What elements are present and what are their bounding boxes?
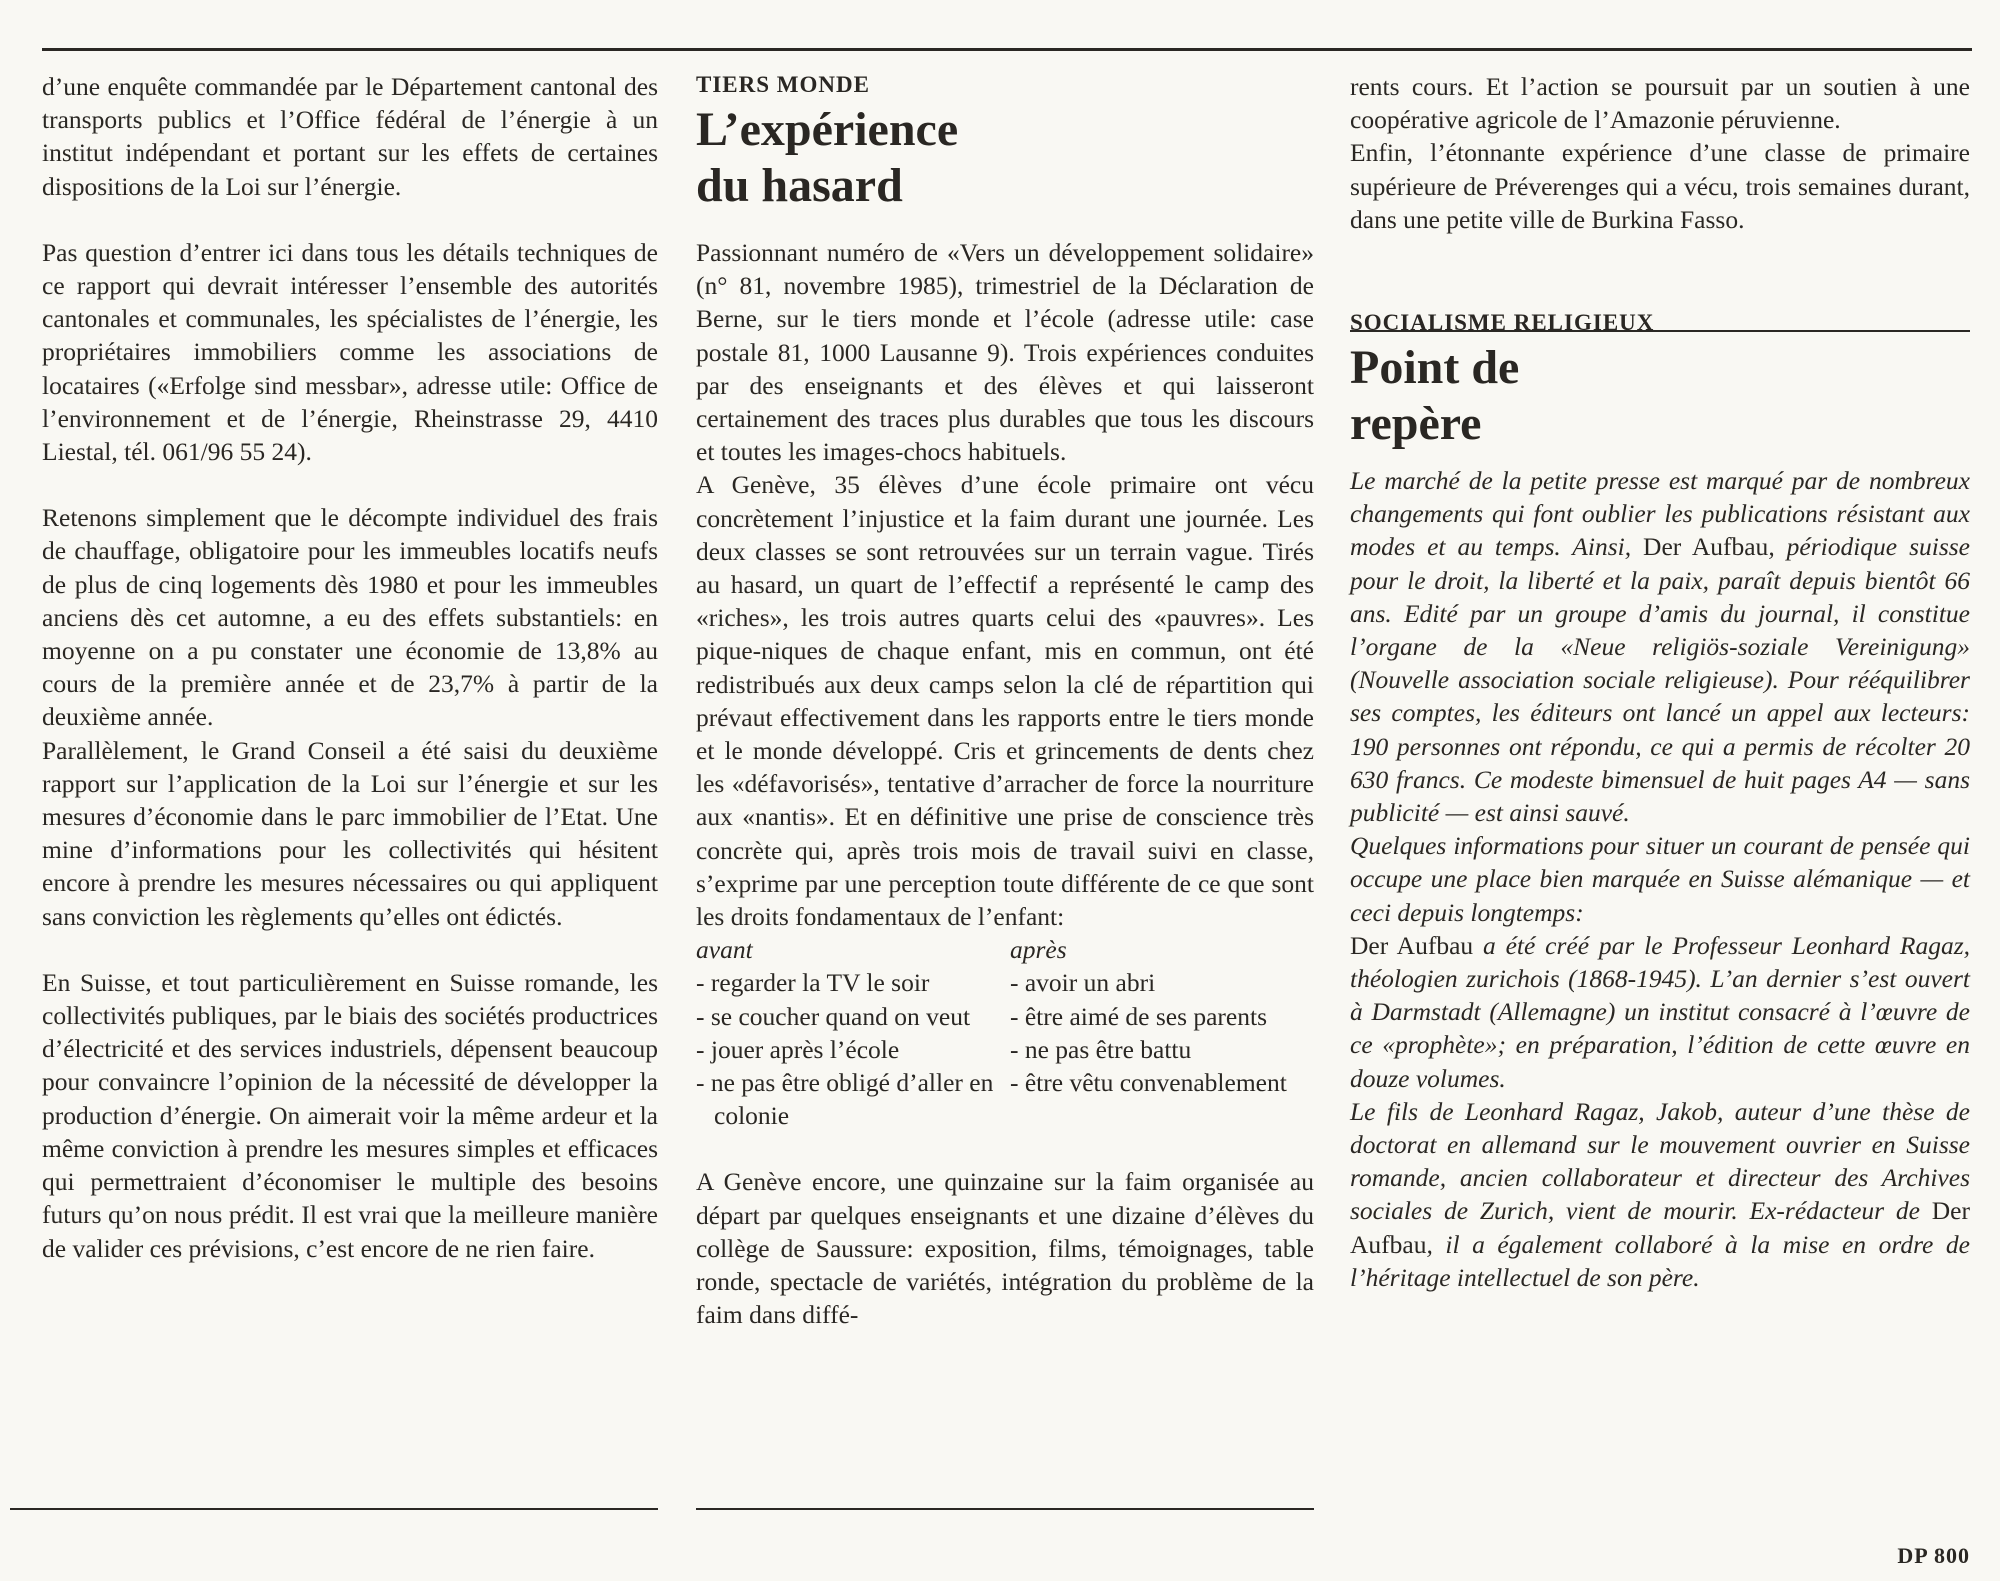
text-run: Le marché de la petite presse est marqué par de nombreux changements qui font oublier les publications résistant aux modes et au temps. Ainsi, <box>1350 466 1970 562</box>
comparison-header: après <box>1010 935 1067 965</box>
paragraph <box>1350 1095 1970 1294</box>
list-item: - être vêtu convenablement <box>1010 1068 1287 1098</box>
paragraph <box>1350 464 1970 829</box>
paragraph: Quelques informations pour situer un courant de pensée qui occupe une place bien marquée en Suisse alémanique — et ceci depuis longtemps: <box>1350 831 1970 927</box>
article-body <box>1350 464 1970 1294</box>
text-run: Le fils de Leonhard Ragaz, Jakob, auteur d’une thèse de doctorat en allemand sur le mouvement ouvrier en Suisse romande, ancien collaborateur et directeur des Archives sociales de Zurich, vient de mourir. Ex-rédacteur de <box>1350 1096 1970 1226</box>
comparison-header: avant <box>696 935 753 965</box>
paragraph: Enfin, l’étonnante expérience d’une classe de primaire supérieure de Préverenges qui a vécu, trois semaines durant, dans une petite ville de Burkina Fasso. <box>1350 138 1970 234</box>
headline-line: repère <box>1350 397 1482 451</box>
headline-line: Point de <box>1350 341 1520 395</box>
paragraph: d’une enquête commandée par le Département cantonal des transports publics et l’Office fédéral de l’énergie à un institut indépendant et portant sur les effets de certaines dispositions de la Loi sur l’énergie. <box>42 72 658 201</box>
headline-line: du hasard <box>696 159 903 212</box>
column-middle <box>696 70 1314 1332</box>
list-item: - être aimé de ses parents <box>1010 1001 1268 1031</box>
list-item: - avoir un abri <box>1010 968 1156 998</box>
publication-title: Der Aufbau <box>1350 930 1474 960</box>
paragraph: Passionnant numéro de «Vers un développement solidaire» (n° 81, novembre 1985), trimestriel de la Déclaration de Berne, sur le tiers monde et l’école (adresse utile: case postale 81, 1000 Lausanne 9). Trois expériences conduites par des enseignants et des élèves et qui laisseront certainement des traces plus durables que tous les discours et toutes les images-chocs habituels. <box>696 238 1314 467</box>
publication-title: Der Aufbau <box>1350 1196 1970 1259</box>
bottom-rule-col2 <box>696 1508 1314 1510</box>
list-item: - ne pas être battu <box>1010 1034 1192 1064</box>
paragraph: A Genève encore, une quinzaine sur la faim organisée au départ par quelques enseignants et une dizaine d’élèves du collège de Saussure: exposition, films, témoignages, table ronde, spectacle de variétés, intégration du problème de la faim dans diffé- <box>696 1167 1314 1330</box>
section-kicker: SOCIALISME RELIGIEUX <box>1350 310 1655 336</box>
top-rule <box>42 48 1972 51</box>
bottom-rule-col1 <box>10 1508 658 1510</box>
list-item: - se coucher quand on veut <box>696 1001 971 1031</box>
page-folio: DP 800 <box>1897 1543 1970 1568</box>
paragraph: En Suisse, et tout particulièrement en Suisse romande, les collectivités publiques, par le biais des sociétés productrices d’électricité et des services industriels, dépensent beaucoup pour convaincre l’opinion de la nécessité de développer la production d’énergie. On aimerait voir la même ardeur et la même conviction à prendre les mesures simples et efficaces qui permettraient d’économiser le multiple des besoins futurs qu’on nous prédit. Il est vrai que la meilleure manière de valider ces prévisions, c’est encore de ne rien faire. <box>42 967 658 1263</box>
rights-comparison <box>696 933 1314 1132</box>
article-headline <box>696 102 1314 214</box>
text-run: , périodique suisse pour le droit, la liberté et la paix, paraît depuis bientôt 66 ans. Edité par un groupe d’amis du journal, il constitue l’organe de la «Neue religiös-soziale Vereinigung» (Nouvelle association sociale religieuse). Pour rééquilibrer ses comptes, les éditeurs ont lancé un appel aux lecteurs: 190 personnes ont répondu, ce qui a permis de récolter 20 630 francs. Ce modeste bimensuel de huit pages A4 — sans publicité — est ainsi sauvé. <box>1350 532 1971 828</box>
column-left <box>42 70 658 1265</box>
article-headline <box>1350 340 1970 452</box>
paragraph <box>1350 929 1970 1095</box>
list-item: - ne pas être obligé d’aller en colonie <box>696 1068 994 1131</box>
paragraph: rents cours. Et l’action se poursuit par un soutien à une coopérative agricole de l’Amazonie péruvienne. <box>1350 72 1970 135</box>
paragraph: Pas question d’entrer ici dans tous les détails techniques de ce rapport qui devrait intéresser l’ensemble des autorités cantonales et communales, les spécialistes de l’énergie, les propriétaires immobiliers comme les associations de locataires («Erfolge sind messbar», adresse utile: Office de l’environnement et de l’énergie, Rheinstrasse 29, 4410 Liestal, tél. 061/96 55 24). <box>42 237 658 467</box>
paragraph: Parallèlement, le Grand Conseil a été saisi du deuxième rapport sur l’application de la Loi sur l’énergie et sur les mesures d’économie dans le parc immobilier de l’Etat. Une mine d’informations pour les collectivités qui hésitent encore à prendre les mesures nécessaires ou qui appliquent sans conviction les règlements qu’elles ont édictés. <box>42 735 658 931</box>
headline-line: L’expérience <box>696 103 959 156</box>
paragraph: A Genève, 35 élèves d’une école primaire ont vécu concrètement l’injustice et la faim durant une journée. Les deux classes se sont retrouvées sur un terrain vague. Tirés au hasard, un quart de l’effectif a représenté le camp des «riches», les trois autres quarts celui des «pauvres». Les pique-niques de chaque enfant, mis en commun, ont été redistribués aux deux camps selon la clé de répartition qui prévaut effectivement dans les rapports entre le tiers monde et le monde développé. Cris et grincements de dents chez les «défavorisés», tentative d’arracher de force la nourriture aux «nantis». Et en définitive une prise de conscience très concrète qui, après trois mois de travail suivi en classe, s’exprime par une perception toute différente de ce que sont les droits fondamentaux de l’enfant: <box>696 470 1314 932</box>
comparison-before <box>696 933 1000 1132</box>
text-run: , il a également collaboré à la mise en ordre de l’héritage intellectuel de son père. <box>1350 1229 1970 1292</box>
text-run: a été créé par le Professeur Leonhard Ragaz, théologien zurichois (1868-1945). L’an dernier s’est ouvert à Darmstadt (Allemagne) un institut consacré à l’œuvre de ce «prophète»; en préparation, l’édition de cette œuvre en douze volumes. <box>1350 930 1970 1093</box>
paragraph: Retenons simplement que le décompte individuel des frais de chauffage, obligatoire pour les immeubles locatifs neufs de plus de cinq logements dès 1980 et pour les immeubles anciens dès cet automne, a eu des effets substantiels: en moyenne on a pu constater une économie de 13,8% au cours de la première année et de 23,7% à partir de la deuxième année. <box>42 503 658 732</box>
list-item: - regarder la TV le soir <box>696 968 930 998</box>
list-item: - jouer après l’école <box>696 1034 900 1064</box>
section-kicker: TIERS MONDE <box>696 72 870 97</box>
comparison-after <box>1000 933 1314 1132</box>
publication-title: Der Aufbau <box>1643 532 1769 562</box>
column-right <box>1350 70 1970 1294</box>
